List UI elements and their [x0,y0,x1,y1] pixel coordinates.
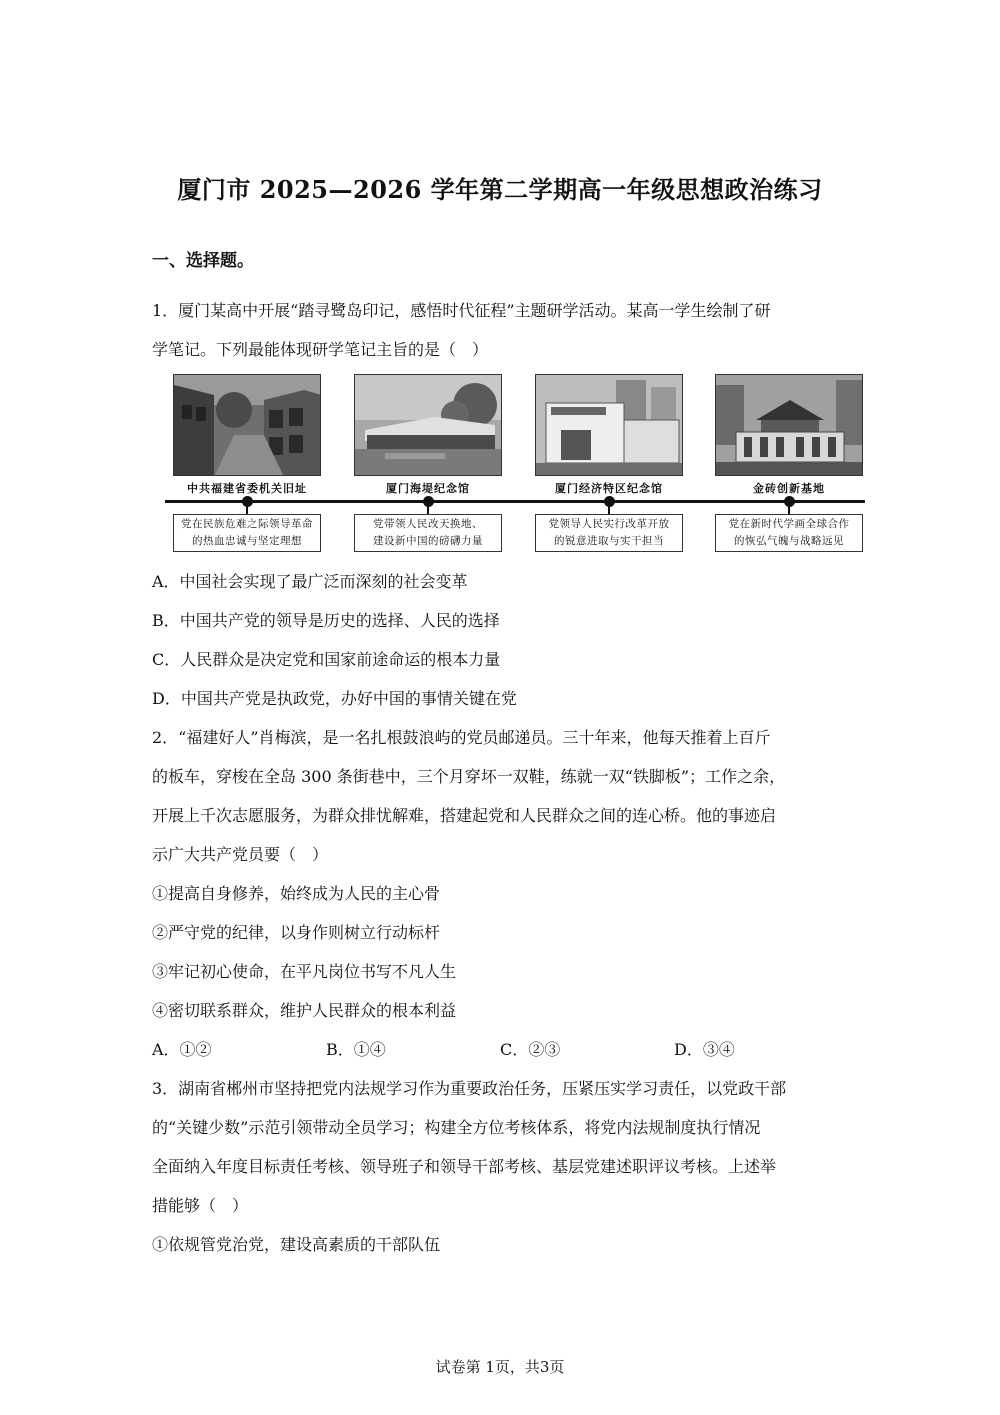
section-heading: 一、选择题。 [152,251,254,271]
timeline-figure [165,374,865,556]
question-2-item-3: ③牢记初心使命，在平凡岗位书写不凡人生 [152,962,457,981]
caption-station-1: 中共福建省委机关旧址 [187,482,307,495]
note-station-1 [173,514,321,552]
note-station-4-line-1: 党在新时代学画全球合作 [728,518,850,530]
timeline-axis [165,500,865,503]
question-2-item-2: ②严守党的纪律，以身作则树立行动标杆 [152,923,441,942]
photo-sez-memorial [535,374,683,476]
timeline-stem-2 [427,504,429,514]
question-2-item-1: ①提高自身修养，始终成为人民的主心骨 [152,884,441,903]
caption-station-4: 金砖创新基地 [753,482,825,495]
question-2-line-3: 开展上千次志愿服务，为群众排忧解难，搭建起党和人民群众之间的连心桥。他的事迹启 [152,806,777,825]
question-1-option-d: D．中国共产党是执政党，办好中国的事情关键在党 [152,689,517,708]
note-station-2-line-1: 党带领人民改天换地、 [373,518,483,530]
caption-station-2: 厦门海堤纪念馆 [386,482,470,495]
question-2-choice-a: A．①② [152,1040,212,1059]
question-3-line-4: 措能够（ ） [152,1196,249,1215]
caption-station-3: 厦门经济特区纪念馆 [555,482,663,495]
question-2-item-4: ④密切联系群众，维护人民群众的根本利益 [152,1001,457,1020]
page-footer: 试卷第 1页，共3页 [435,1358,565,1376]
question-3-item-1: ①依规管党治党，建设高素质的干部队伍 [152,1235,441,1254]
note-station-1-line-2: 的热血忠诚与坚定理想 [192,535,302,547]
note-station-2-line-2: 建设新中国的磅礴力量 [373,535,483,547]
note-station-2 [354,514,502,552]
question-1-option-a: A．中国社会实现了最广泛而深刻的社会变革 [152,572,468,591]
timeline-stem-4 [788,504,790,514]
question-1-option-c: C．人民群众是决定党和国家前途命运的根本力量 [152,650,501,669]
question-3-line-3: 全面纳入年度目标责任考核、领导班子和领导干部考核、基层党建述职评议考核。上述举 [152,1157,777,1176]
timeline-stem-1 [246,504,248,514]
photo-brics-base [715,374,863,476]
question-2-line-4: 示广大共产党员要（ ） [152,845,329,864]
question-2-line-1: 2．“福建好人”肖梅滨，是一名扎根鼓浪屿的党员邮递员。三十年来，他每天推着上百斤 [152,728,771,747]
timeline-stem-3 [608,504,610,514]
note-station-3-line-2: 的锐意进取与实干担当 [554,535,664,547]
note-station-3-line-1: 党领导人民实行改革开放 [548,518,670,530]
question-3-line-1: 3．湖南省郴州市坚持把党内法规学习作为重要政治任务，压紧压实学习责任，以党政干部 [152,1079,787,1098]
photo-provincial-committee-site [173,374,321,476]
question-3-line-2: 的“关键少数”示范引领带动全员学习；构建全方位考核体系，将党内法规制度执行情况 [152,1118,761,1137]
question-2-choice-c: C．②③ [500,1040,561,1059]
note-station-4 [715,514,863,552]
question-1-line-2: 学笔记。下列最能体现研学笔记主旨的是（ ） [152,340,489,359]
note-station-4-line-2: 的恢弘气魄与战略远见 [734,535,844,547]
photo-seawall-memorial [354,374,502,476]
page-title: 厦门市 2025—2026 学年第二学期高一年级思想政治练习 [177,175,823,204]
question-2-choices [152,1039,852,1061]
question-1-line-1: 1．厦门某高中开展“踏寻鹭岛印记，感悟时代征程”主题研学活动。某高一学生绘制了研 [152,301,771,320]
question-1-option-b: B．中国共产党的领导是历史的选择、人民的选择 [152,611,500,630]
note-station-1-line-1: 党在民族危难之际领导革命 [181,518,313,530]
note-station-3 [535,514,683,552]
question-2-choice-b: B．①④ [326,1040,386,1059]
question-2-line-2: 的板车，穿梭在全岛 300 条街巷中，三个月穿坏一双鞋，练就一双“铁脚板”；工作之余， [152,767,786,786]
question-2-choice-d: D．③④ [674,1040,735,1059]
